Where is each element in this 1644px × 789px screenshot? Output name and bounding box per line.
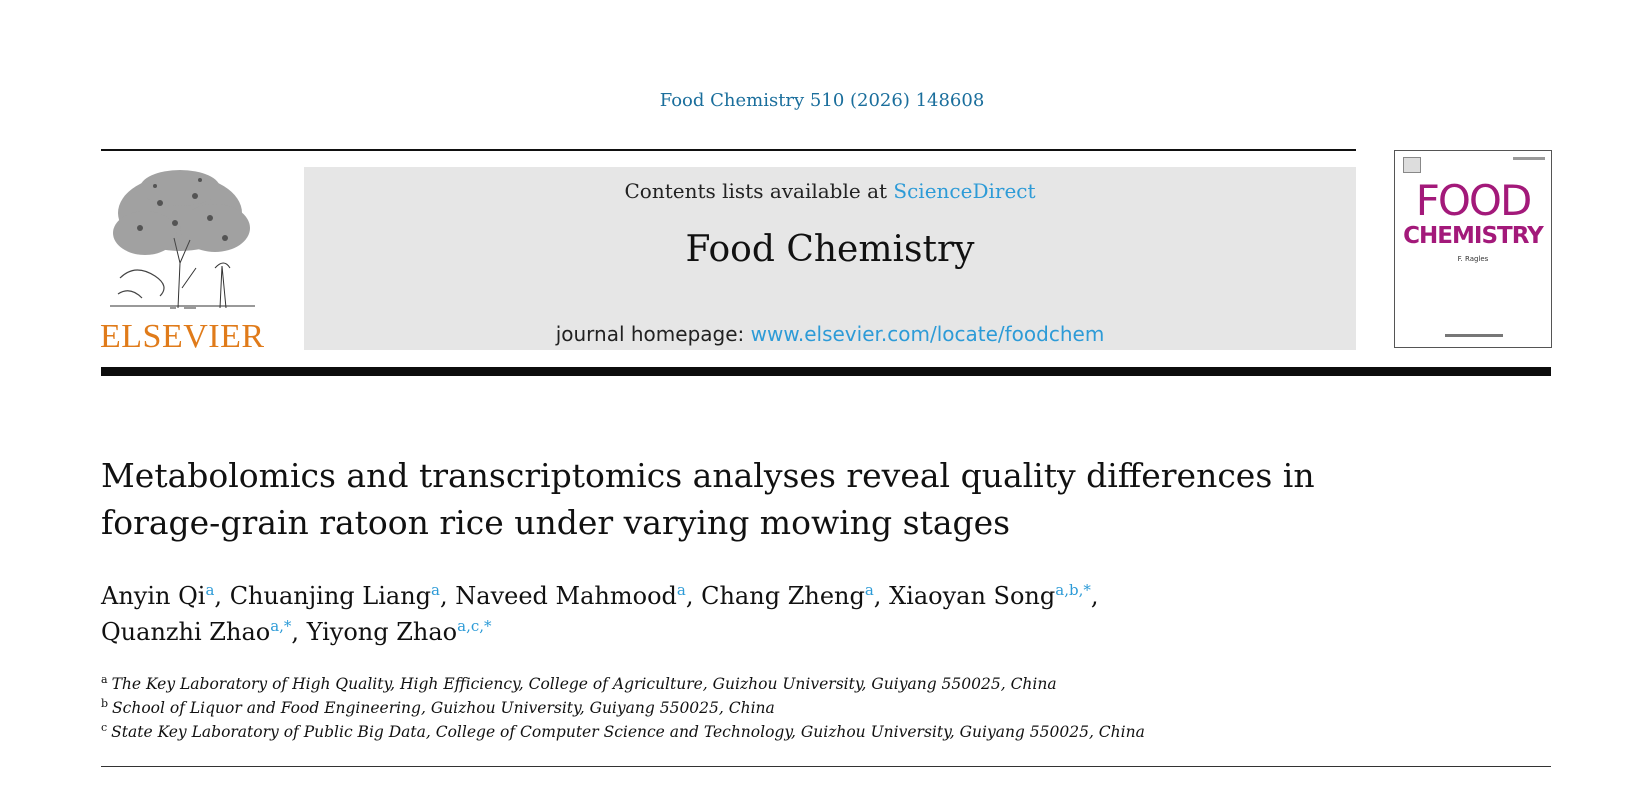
affiliation-text: The Key Laboratory of High Quality, High Efficiency, College of Agriculture, Guizhou University, Guiyang 550025, China: [111, 675, 1057, 693]
affiliation-item: [101, 720, 1401, 744]
cover-editor: F. Ragles: [1457, 255, 1489, 263]
author-separator: ,: [440, 582, 456, 610]
author-list: [101, 578, 1401, 650]
affiliation-key: b: [101, 696, 109, 710]
author-separator: ,: [214, 582, 230, 610]
author-affiliation-sup[interactable]: a: [205, 581, 215, 599]
author-name[interactable]: Chang Zheng: [701, 582, 865, 610]
author-name[interactable]: Yiyong Zhao: [306, 618, 458, 646]
article-title-line-2: forage-grain ratoon rice under varying mowing stages: [101, 503, 1011, 542]
author-affiliation-sup[interactable]: a: [864, 581, 874, 599]
article-title: [101, 452, 1401, 546]
cover-title-chemistry: CHEMISTRY: [1403, 223, 1543, 249]
author-name[interactable]: Naveed Mahmood: [455, 582, 677, 610]
author-line-2: [101, 614, 1401, 650]
author-affiliation-sup[interactable]: a: [431, 581, 440, 599]
header-rule-thick: [101, 367, 1551, 376]
author-name[interactable]: Anyin Qi: [101, 582, 206, 610]
author-separator: ,: [685, 582, 702, 610]
cover-issn-line: [1513, 157, 1545, 160]
affiliation-key: a: [101, 672, 108, 686]
author-affiliation-sup[interactable]: a,b,*: [1055, 581, 1091, 599]
affiliation-key: c: [101, 720, 108, 734]
journal-citation[interactable]: Food Chemistry 510 (2026) 148608: [659, 90, 985, 111]
author-separator: ,: [873, 582, 890, 610]
author-affiliation-sup[interactable]: a,c,*: [457, 617, 492, 635]
contents-prefix: Contents lists available at: [624, 179, 894, 203]
affiliation-item: [101, 672, 1401, 696]
author-name[interactable]: Quanzhi Zhao: [101, 618, 271, 646]
section-divider: [101, 766, 1551, 767]
author-name[interactable]: Xiaoyan Song: [889, 582, 1056, 610]
author-affiliation-sup[interactable]: a: [676, 581, 686, 599]
author-separator: ,: [1090, 582, 1099, 610]
cover-footer-line: [1445, 334, 1503, 337]
journal-homepage-line: [304, 322, 1356, 346]
journal-homepage-link[interactable]: www.elsevier.com/locate/foodchem: [750, 322, 1105, 346]
affiliation-list: [101, 672, 1401, 744]
author-affiliation-sup[interactable]: a,*: [270, 617, 292, 635]
affiliation-text: School of Liquor and Food Engineering, Guizhou University, Guiyang 550025, China: [112, 699, 775, 717]
author-separator: ,: [291, 618, 307, 646]
contents-availability-line: [304, 179, 1356, 203]
cover-title-food: FOOD: [1415, 176, 1531, 225]
author-line-1: [101, 578, 1401, 614]
header-rule-top: [101, 149, 1356, 151]
sciencedirect-link[interactable]: ScienceDirect: [893, 179, 1036, 203]
cover-publisher-logo-icon: [1403, 157, 1421, 173]
journal-title: Food Chemistry: [685, 229, 975, 270]
article-title-line-1: Metabolomics and transcriptomics analyses reveal quality differences in: [101, 456, 1315, 495]
author-name[interactable]: Chuanjing Liang: [229, 582, 432, 610]
journal-cover-thumbnail[interactable]: [1394, 150, 1552, 348]
affiliation-text: State Key Laboratory of Public Big Data, College of Computer Science and Technology, Guizhou University, Guiyang 550025, China: [111, 723, 1145, 741]
affiliation-item: [101, 696, 1401, 720]
publisher-name: ELSEVIER: [100, 318, 265, 355]
journal-banner: [304, 167, 1356, 350]
homepage-prefix: journal homepage:: [555, 322, 751, 346]
